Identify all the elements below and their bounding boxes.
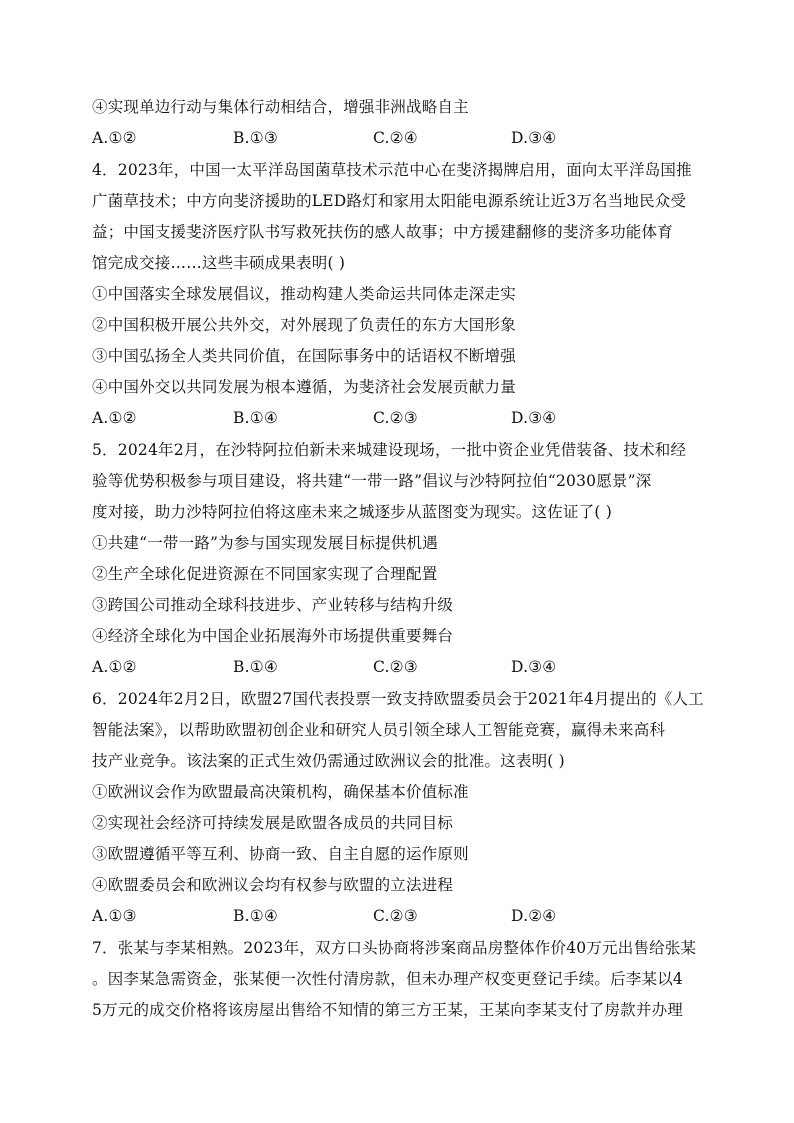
q5-stem-line: 5．2024年2月，在沙特阿拉伯新未来城建设现场，一批中资企业凭借装备、技术和经 [92,441,687,459]
choice-b: B.①③ [233,129,278,147]
q7-stem-line: 7．张某与李某相熟。2023年，双方口头协商将涉案商品房整体作价40万元出售给张某 [92,939,697,957]
q7-stem-line: 5万元的成交价格将该房屋出售给不知情的第三方王某，王某向李某支付了房款并办理 [92,1001,683,1019]
choice-a: A.①② [92,129,137,147]
choice-c: C.②③ [373,409,418,427]
choice-b: B.①④ [233,409,278,427]
q5-option-2: ②生产全球化促进资源在不同国家实现了合理配置 [92,565,438,583]
q6-stem-line: 6．2024年2月2日，欧盟27国代表投票一致支持欧盟委员会于2021年4月提出的《人工 [92,690,704,708]
choice-b: B.①④ [233,658,278,676]
q6-option-1: ①欧洲议会作为欧盟最高决策机构，确保基本价值标准 [92,783,469,801]
choice-c: C.②③ [373,658,418,676]
choice-d: D.②④ [511,907,557,925]
choice-c: C.②③ [373,907,418,925]
q4-stem-line: 馆完成交接……这些丰硕成果表明( ) [92,254,346,272]
q6-stem-line: 技产业竞争。该法案的正式生效仍需通过欧洲议会的批准。这表明( ) [92,752,565,770]
q4-stem-line: 益；中国支援斐济医疗队书写救死扶伤的感人故事；中方援建翻修的斐济多功能体育 [92,223,673,241]
choice-d: D.③④ [511,409,557,427]
q5-option-1: ①共建“一带一路”为参与国实现发展目标提供机遇 [92,534,438,552]
q6-option-3: ③欧盟遵循平等互利、协商一致、自主自愿的运作原则 [92,845,469,863]
q4-stem-line: 广菌草技术；中方向斐济援助的LED路灯和家用太阳能电源系统让近3万名当地民众受 [92,192,687,210]
prev-option-4: ④实现单边行动与集体行动相结合，增强非洲战略自主 [92,98,469,116]
q5-stem-line: 度对接，助力沙特阿拉伯将这座未来之城逐步从蓝图变为现实。这佐证了( ) [92,503,613,521]
q4-option-3: ③中国弘扬全人类共同价值，在国际事务中的话语权不断增强 [92,347,516,365]
choice-c: C.②④ [373,129,418,147]
choice-a: A.①② [92,658,137,676]
q4-option-4: ④中国外交以共同发展为根本遵循，为斐济社会发展贡献力量 [92,378,516,396]
q4-option-2: ②中国积极开展公共外交，对外展现了负责任的东方大国形象 [92,316,516,334]
q5-option-3: ③跨国公司推动全球科技进步、产业转移与结构升级 [92,596,454,614]
choice-d: D.③④ [511,658,557,676]
q6-stem-line: 智能法案》，以帮助欧盟初创企业和研究人员引领全球人工智能竞赛，赢得未来高科 [92,721,666,739]
choice-d: D.③④ [511,129,557,147]
q5-stem-line: 验等优势积极参与项目建设，将共建“一带一路”倡议与沙特阿拉伯“2030愿景”深 [92,472,652,490]
q4-stem-line: 4．2023年，中国一太平洋岛国菌草技术示范中心在斐济揭牌启用，面向太平洋岛国推 [92,161,692,179]
q7-stem-line: 。因李某急需资金，张某便一次性付清房款，但未办理产权变更登记手续。后李某以4 [92,970,683,988]
q4-option-1: ①中国落实全球发展倡议，推动构建人类命运共同体走深走实 [92,285,516,303]
choice-a: A.①③ [92,907,137,925]
q6-option-2: ②实现社会经济可持续发展是欧盟各成员的共同目标 [92,814,454,832]
q5-option-4: ④经济全球化为中国企业拓展海外市场提供重要舞台 [92,627,454,645]
choice-a: A.①② [92,409,137,427]
choice-b: B.①④ [233,907,278,925]
q6-option-4: ④欧盟委员会和欧洲议会均有权参与欧盟的立法进程 [92,876,454,894]
